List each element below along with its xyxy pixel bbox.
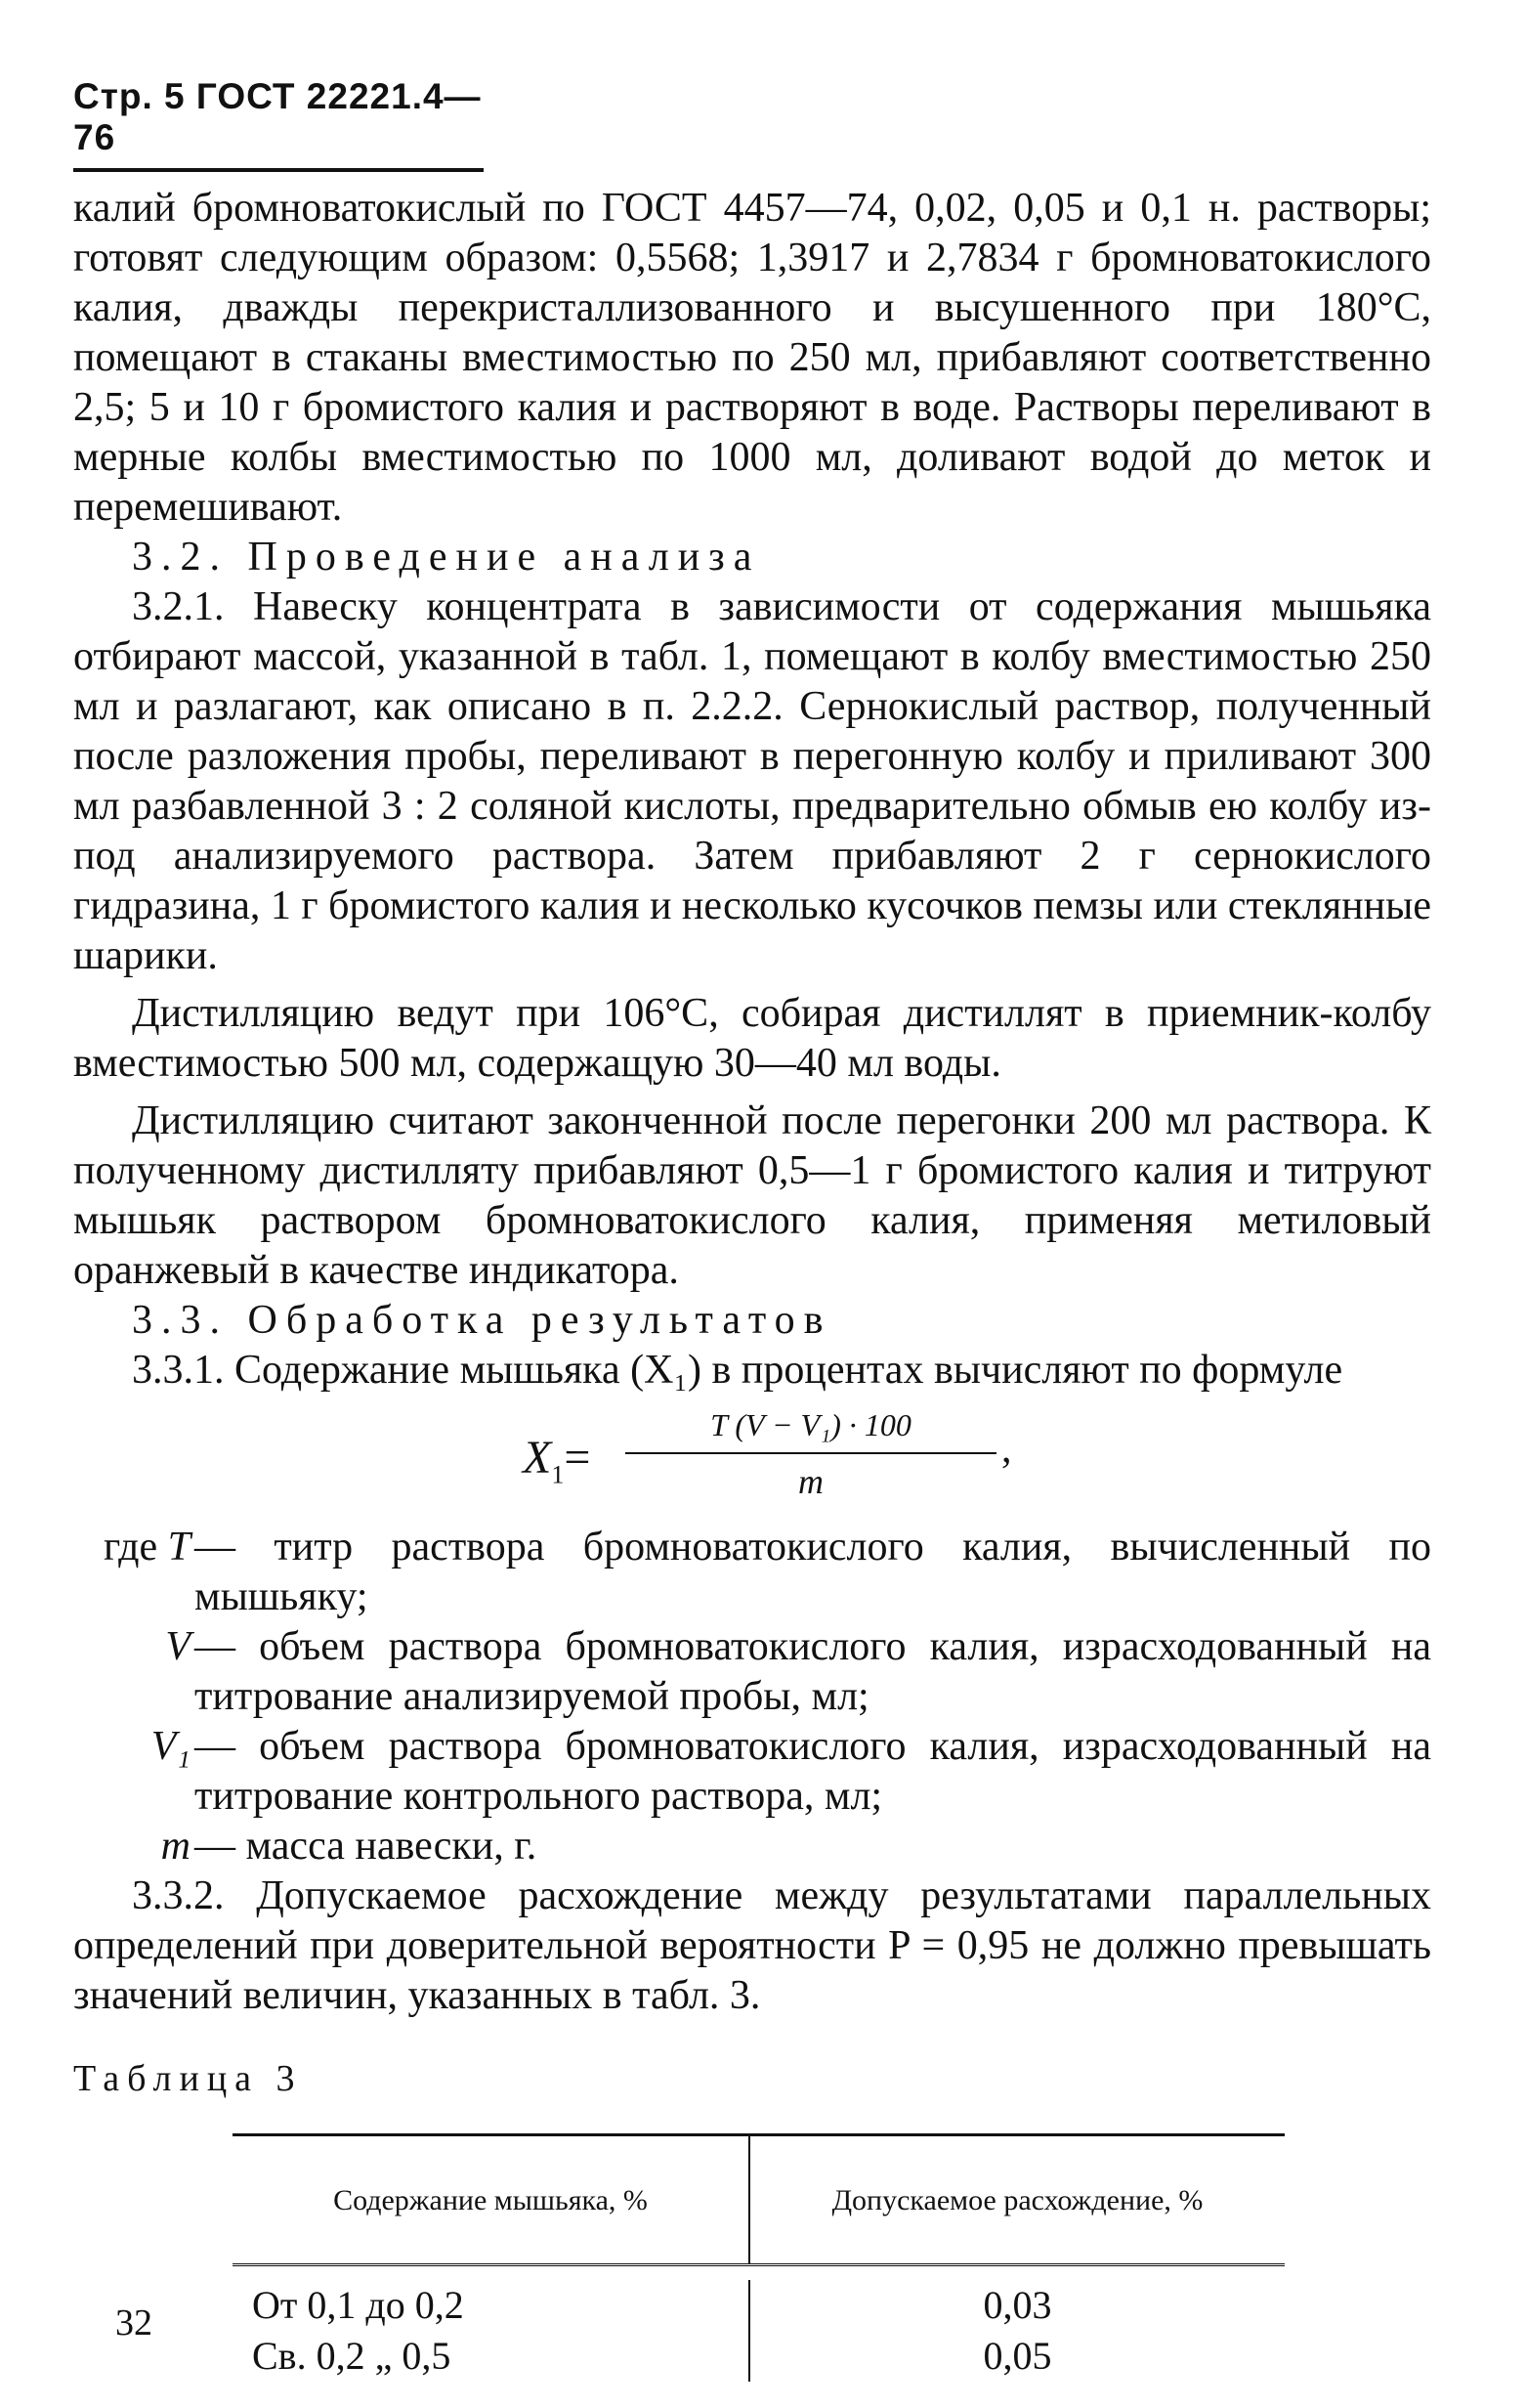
definition-text: — титр раствора бромноватокислого калия, вычисленный по мышьяку; bbox=[194, 1525, 1431, 1619]
definition-symbol: m bbox=[160, 1824, 191, 1869]
formula-comma: , bbox=[1001, 1427, 1012, 1472]
definition-text: — объем раствора бромноватокислого калия, израсходованный на титрование контрольного раствора, мл; bbox=[194, 1724, 1431, 1819]
paragraph-reagent: калий бромноватокислый по ГОСТ 4457—74, 0,02, 0,05 и 0,1 н. растворы; готовят следующим образом: 0,5568; 1,3917 и 2,7834 г бромноватокислого калия, дважды перекристаллизованного и высушенного при 180°С, помещают в стаканы вместимостью по 250 мл, прибавляют соответственно 2,5; 5 и 10 г бромистого калия и растворяют в воде. Растворы переливают в мерные колбы вместимостью по 1000 мл, доливают водой до меток и перемешивают. bbox=[73, 186, 1431, 530]
paragraph-distillation-2: Дистилляцию считают законченной после перегонки 200 мл раствора. К полученному дистилляту прибавляют 0,5—1 г бромистого калия и титруют мышьяк раствором бромноватокислого калия, применяя метиловый оранжевый в качестве индикатора. bbox=[73, 1098, 1431, 1293]
table-cell: 0,03 bbox=[748, 2280, 1285, 2331]
table-cell: 0,05 bbox=[748, 2331, 1285, 2382]
definition-symbol: V bbox=[165, 1624, 191, 1669]
document-body bbox=[73, 184, 1431, 2382]
table-header-cell: Допускаемое расхождение, % bbox=[748, 2136, 1285, 2263]
table-row bbox=[233, 2331, 1285, 2382]
paragraph-3-3-1: 3.3.1. Содержание мышьяка (X₁) в процентах вычисляют по формуле bbox=[132, 1348, 1343, 1393]
definition-row bbox=[73, 1523, 1431, 1622]
page-header: Стр. 5 ГОСТ 22221.4—76 bbox=[73, 76, 484, 172]
section-heading-3-3: 3.3. Обработка результатов bbox=[132, 1298, 832, 1343]
table-header bbox=[233, 2136, 1285, 2266]
definition-symbol: V₁ bbox=[150, 1724, 191, 1769]
formula-numerator: T (V − V₁) · 100 bbox=[625, 1403, 996, 1454]
paragraph-3-2-1: 3.2.1. Навеску концентрата в зависимости от содержания мышьяка отбирают массой, указанной в табл. 1, помещают в колбу вместимостью 250 мл и разлагают, как описано в п. 2.2.2. Сернокислый раствор, полученный после разложения пробы, переливают в перегонную колбу и приливают 300 мл разбавленной 3 : 2 соляной кислоты, предварительно обмыв ею колбу из-под анализируемого раствора. Затем прибавляют 2 г сернокислого гидразина, 1 г бромистого калия и несколько кусочков пемзы или стеклянные шарики. bbox=[73, 584, 1431, 978]
table-header-cell: Содержание мышьяка, % bbox=[333, 2183, 648, 2216]
table-3 bbox=[233, 2133, 1285, 2382]
paragraph-distillation-1: Дистилляцию ведут при 106°С, собирая дистиллят в приемник-колбу вместимостью 500 мл, содержащую 30—40 мл воды. bbox=[73, 991, 1431, 1086]
definition-symbol: где T bbox=[103, 1525, 191, 1570]
formula-denominator: m bbox=[798, 1462, 824, 1501]
definition-text: — масса навески, г. bbox=[194, 1824, 537, 1869]
formula-fraction bbox=[625, 1403, 996, 1509]
definition-row bbox=[73, 1822, 1431, 1871]
table-row bbox=[233, 2266, 1285, 2331]
formula bbox=[73, 1403, 1431, 1519]
table-cell: От 0,1 до 0,2 bbox=[252, 2283, 464, 2327]
page-number: 32 bbox=[115, 2302, 152, 2344]
paragraph-3-3-2: 3.3.2. Допускаемое расхождение между результатами параллельных определений при доверительной вероятности P = 0,95 не должно превышать значений величин, указанных в табл. 3. bbox=[73, 1873, 1431, 2018]
formula-lhs: $X_1=$ bbox=[523, 1432, 591, 1489]
variable-definitions bbox=[73, 1523, 1431, 1871]
definition-row bbox=[73, 1622, 1431, 1722]
definition-text: — объем раствора бромноватокислого калия, израсходованный на титрование анализируемой пробы, мл; bbox=[194, 1624, 1431, 1719]
definition-row bbox=[73, 1722, 1431, 1822]
section-heading-3-2: 3.2. Проведение анализа bbox=[132, 535, 761, 580]
table-cell: Св. 0,2 „ 0,5 bbox=[252, 2334, 451, 2378]
table-caption: Таблица 3 bbox=[73, 2058, 303, 2099]
